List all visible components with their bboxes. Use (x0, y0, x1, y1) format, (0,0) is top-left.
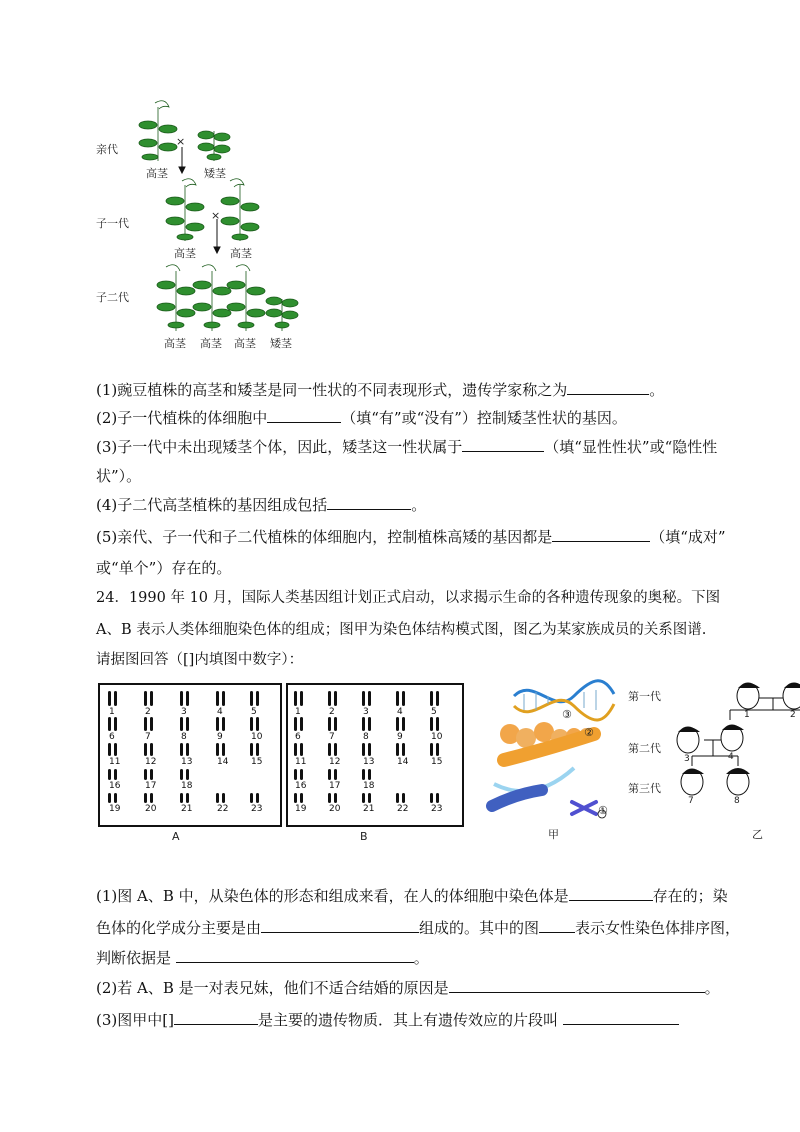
chromosome (108, 793, 111, 803)
chromosome-number: 5 (251, 707, 257, 717)
chromosome-number: 10 (431, 732, 443, 742)
chromosome (328, 793, 331, 803)
chromosome-number: 2 (329, 707, 335, 717)
chromosome (402, 743, 405, 756)
parent-label-dwarf: 矮茎 (204, 167, 226, 180)
chromosome (256, 743, 259, 756)
chromosome (186, 743, 189, 756)
chromosome (362, 743, 365, 756)
f2-label-4: 矮茎 (270, 337, 292, 350)
person-3-id: 3 (684, 754, 690, 764)
chromosome-number: 9 (397, 732, 403, 742)
q23-line-3: (3)子一代中未出现矮茎个体，因此，矮茎这一性状属于 （填“显性性状”或“隐性性 (96, 438, 718, 456)
person-2-id: 2 (790, 710, 796, 720)
chromosome (436, 691, 439, 706)
chromosome-number: 18 (181, 781, 193, 791)
chromosome (334, 793, 337, 803)
chromosome-number: 23 (431, 804, 443, 814)
chromosome (250, 743, 253, 756)
chromosome (144, 743, 147, 756)
chromosome (328, 691, 331, 706)
answer-blank[interactable] (563, 1010, 679, 1025)
person-1-id: 1 (744, 710, 750, 720)
answer-blank[interactable] (449, 978, 705, 993)
chromosome-number: 14 (217, 757, 229, 767)
q23-line-2: (2)子一代植株的体细胞中 （填“有”或“没有”）控制矮茎性状的基因。 (96, 409, 627, 427)
answer-blank[interactable] (567, 380, 649, 395)
chromosome (256, 691, 259, 706)
chromosome-number: 5 (431, 707, 437, 717)
chromosome (396, 793, 399, 803)
chromosome-number: 16 (109, 781, 121, 791)
q24-intro-2: A、B 表示人类体细胞染色体的组成；图甲为染色体结构模式图，图乙为某家族成员的关系图谱. (96, 622, 707, 638)
chromosome (150, 691, 153, 706)
chromosome (368, 717, 371, 731)
chromosome (108, 691, 111, 706)
chromosome (334, 717, 337, 731)
chromosome-number: 1 (295, 707, 301, 717)
chromosome-number: 15 (431, 757, 443, 767)
cross-symbol: × (176, 135, 186, 148)
chromosome-number: 11 (295, 757, 307, 767)
chromosome (402, 793, 405, 803)
chromosome (436, 793, 439, 803)
q23-line-4: (4)子二代高茎植株的基因组成包括 。 (96, 496, 427, 514)
chromosome-number: 22 (217, 804, 229, 814)
chromosome (216, 793, 219, 803)
chromosome (294, 769, 297, 780)
answer-blank[interactable] (462, 437, 544, 452)
jia-mark-2: ② (584, 726, 594, 739)
chromosome (108, 743, 111, 756)
f2-label-1: 高茎 (164, 337, 186, 350)
chromosome (300, 793, 303, 803)
q24-s1-line-3: 判断依据是 。 (96, 949, 429, 967)
chromosome (430, 691, 433, 706)
chromosome (256, 793, 259, 803)
chromosome (334, 691, 337, 706)
answer-blank[interactable] (552, 527, 650, 542)
chromosome-number: 12 (145, 757, 157, 767)
q24-s3-line: (3)图甲中[] 是主要的遗传物质．其上有遗传效应的片段叫 (96, 1010, 679, 1030)
chromosome-number: 8 (181, 732, 187, 742)
person-7-id: 7 (688, 796, 694, 806)
jia-mark-3: ③ (562, 708, 572, 721)
gen-label-parent: 亲代 (96, 143, 118, 156)
answer-blank[interactable] (569, 886, 653, 901)
chromosome (186, 691, 189, 706)
person-4-id: 4 (728, 752, 734, 762)
chromosome (144, 717, 147, 731)
q24-intro-3: 请据图回答（[]内填图中数字）： (96, 652, 304, 668)
chromosome-number: 7 (145, 732, 151, 742)
yi-label: 乙 (752, 828, 763, 841)
q24-s1-line-1: (1)图 A、B 中，从染色体的形态和组成来看，在人的体细胞中染色体是 存在的；染 (96, 887, 728, 905)
chromosome-number: 17 (329, 781, 341, 791)
chromosome-number: 17 (145, 781, 157, 791)
chromosome-number: 10 (251, 732, 263, 742)
gen-label-f1: 子一代 (96, 217, 129, 230)
chromosome-number: 3 (363, 707, 369, 717)
chromosome (294, 691, 297, 706)
chromosome (294, 793, 297, 803)
chromosome (180, 743, 183, 756)
chromosome (396, 743, 399, 756)
q24-s1-line-2: 色体的化学成分主要是由 组成的。其中的图 表示女性染色体排序图， (96, 919, 741, 937)
chromosome (180, 769, 183, 780)
chromosome (396, 691, 399, 706)
chromosome (294, 743, 297, 756)
chromosome-number: 15 (251, 757, 263, 767)
chromosome (256, 717, 259, 731)
chromosome-number: 7 (329, 732, 335, 742)
parent-label-tall: 高茎 (146, 167, 168, 180)
chromosome (328, 743, 331, 756)
chromosome (216, 743, 219, 756)
chromosome (294, 717, 297, 731)
chromosome (114, 691, 117, 706)
chromosome-number: 11 (109, 757, 121, 767)
chromosome (368, 691, 371, 706)
q24-s2-line: (2)若 A、B 是一对表兄妹，他们不适合结婚的原因是 。 (96, 979, 720, 997)
chromosome (402, 691, 405, 706)
chromosome (300, 691, 303, 706)
chromosome (328, 717, 331, 731)
chromosome-number: 8 (363, 732, 369, 742)
chromosome (334, 743, 337, 756)
chromosome-number: 14 (397, 757, 409, 767)
pedigree-figure (626, 676, 800, 836)
chromosome (180, 717, 183, 731)
chromosome (362, 717, 365, 731)
chromosome-number: 2 (145, 707, 151, 717)
pedigree-drawing (626, 676, 800, 836)
chromosome-number: 4 (397, 707, 403, 717)
chromosome (368, 793, 371, 803)
chromosome (430, 717, 433, 731)
pedigree-gen-2: 第二代 (628, 742, 661, 755)
chromosome-number: 3 (181, 707, 187, 717)
f2-label-3: 高茎 (234, 337, 256, 350)
chromosome-number: 23 (251, 804, 263, 814)
chromosome-number: 6 (109, 732, 115, 742)
chromosome (144, 769, 147, 780)
chromosome (186, 769, 189, 780)
q23-line-5b: 或“单个”）存在的。 (96, 559, 232, 577)
chromosome (108, 769, 111, 780)
chromosome (186, 717, 189, 731)
cross-symbol-f1: × (211, 209, 221, 222)
chromosome (402, 717, 405, 731)
chromosome (368, 743, 371, 756)
chromosome (334, 769, 337, 780)
q23-line-3b: 状”）。 (96, 467, 142, 485)
chromosome (114, 717, 117, 731)
chromosome (222, 691, 225, 706)
chromosome (368, 769, 371, 780)
chromosome (144, 691, 147, 706)
chromosome (436, 717, 439, 731)
jia-label: 甲 (548, 828, 559, 841)
chromosome (186, 793, 189, 803)
chromosome (114, 743, 117, 756)
chromosome-number: 16 (295, 781, 307, 791)
karyotype-a-label: A (172, 830, 180, 843)
f2-label-2: 高茎 (200, 337, 222, 350)
chromosome (362, 769, 365, 780)
f1-label-1: 高茎 (174, 247, 196, 260)
chromosome (222, 793, 225, 803)
karyotype-b (286, 683, 464, 827)
chromosome-number: 13 (181, 757, 193, 767)
answer-blank[interactable] (327, 495, 411, 510)
chromosome (150, 743, 153, 756)
chromosome-number: 18 (363, 781, 375, 791)
chromosome (250, 691, 253, 706)
chromosome (430, 793, 433, 803)
chromosome-number: 21 (181, 804, 193, 814)
chromosome (114, 793, 117, 803)
chromosome-number: 6 (295, 732, 301, 742)
chromosome (436, 743, 439, 756)
karyotype-a (98, 683, 282, 827)
answer-blank[interactable] (176, 948, 414, 963)
chromosome (396, 717, 399, 731)
chromosome (300, 743, 303, 756)
chromosome-number: 13 (363, 757, 375, 767)
chromosome-number: 21 (363, 804, 375, 814)
chromosome (216, 691, 219, 706)
chromosome (114, 769, 117, 780)
q23-line-5: (5)亲代、子一代和子二代植株的体细胞内，控制植株高矮的基因都是 （填“成对” (96, 528, 726, 546)
q23-line-1: (1)豌豆植株的高茎和矮茎是同一性状的不同表现形式，遗传学家称之为 。 (96, 381, 665, 399)
pea-cross-figure (90, 95, 320, 355)
chromosome-number: 4 (217, 707, 223, 717)
answer-blank[interactable] (261, 918, 419, 933)
chromosome-number: 1 (109, 707, 115, 717)
chromosome (430, 743, 433, 756)
chromosome (108, 717, 111, 731)
chromosome (180, 691, 183, 706)
chromosome (150, 769, 153, 780)
f1-label-2: 高茎 (230, 247, 252, 260)
chromosome-number: 12 (329, 757, 341, 767)
chromosome (222, 717, 225, 731)
gen-label-f2: 子二代 (96, 291, 129, 304)
chromosome (250, 793, 253, 803)
chromosome (362, 691, 365, 706)
karyotype-b-label: B (360, 830, 368, 843)
chromosome (362, 793, 365, 803)
chromosome-number: 22 (397, 804, 409, 814)
chromosome (300, 769, 303, 780)
chromosome-structure-figure (474, 676, 624, 836)
pedigree-gen-3: 第三代 (628, 782, 661, 795)
jia-mark-1: ① (598, 804, 608, 817)
chromosome-number: 19 (295, 804, 307, 814)
chromosome (216, 717, 219, 731)
person-8-id: 8 (734, 796, 740, 806)
chromosome (150, 717, 153, 731)
answer-blank[interactable] (267, 408, 341, 423)
chromosome (300, 717, 303, 731)
pedigree-gen-1: 第一代 (628, 690, 661, 703)
chromosome (180, 793, 183, 803)
chromosome (328, 769, 331, 780)
chromosome (144, 793, 147, 803)
chromosome (150, 793, 153, 803)
chromosome (222, 743, 225, 756)
chromosome-number: 9 (217, 732, 223, 742)
answer-blank[interactable] (174, 1010, 258, 1025)
pea-plant-drawings (90, 95, 320, 355)
answer-blank[interactable] (539, 918, 575, 933)
chromosome-number: 20 (329, 804, 341, 814)
q24-intro-1: 24．1990 年 10 月，国际人类基因组计划正式启动，以求揭示生命的各种遗传现象的奥秘。下图 (96, 590, 721, 606)
chromosome (250, 717, 253, 731)
chromosome-number: 20 (145, 804, 157, 814)
chromosome-number: 19 (109, 804, 121, 814)
